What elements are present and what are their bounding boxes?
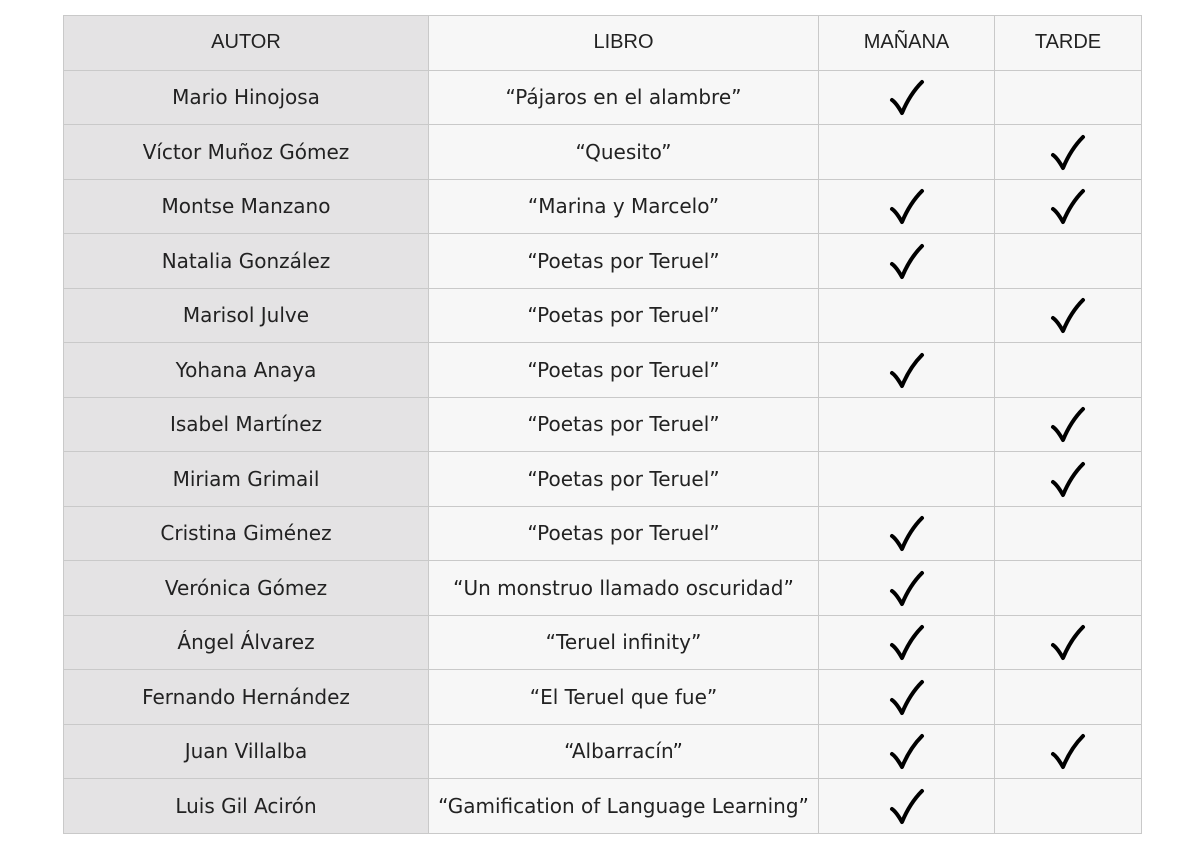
- checkmark-icon: [889, 352, 925, 392]
- header-book: LIBRO: [429, 16, 819, 71]
- author-cell: Ángel Álvarez: [64, 615, 429, 670]
- book-cell: “Poetas por Teruel”: [429, 234, 819, 289]
- author-cell: Marisol Julve: [64, 288, 429, 343]
- morning-cell: [819, 452, 995, 507]
- checkmark-icon: [1050, 624, 1086, 664]
- morning-cell: [819, 234, 995, 289]
- author-cell: Verónica Gómez: [64, 561, 429, 616]
- checkmark-icon: [889, 624, 925, 664]
- evening-cell: [995, 125, 1142, 180]
- morning-cell: [819, 615, 995, 670]
- checkmark-icon: [1050, 461, 1086, 501]
- checkmark-icon: [889, 243, 925, 283]
- book-cell: “Poetas por Teruel”: [429, 452, 819, 507]
- header-evening: TARDE: [995, 16, 1142, 71]
- book-cell: “Poetas por Teruel”: [429, 506, 819, 561]
- author-cell: Fernando Hernández: [64, 670, 429, 725]
- morning-cell: [819, 288, 995, 343]
- morning-cell: [819, 561, 995, 616]
- checkmark-icon: [1050, 188, 1086, 228]
- checkmark-icon: [889, 188, 925, 228]
- book-cell: “Poetas por Teruel”: [429, 397, 819, 452]
- book-cell: “Poetas por Teruel”: [429, 343, 819, 398]
- book-cell: “Albarracín”: [429, 724, 819, 779]
- table-row: [64, 615, 1142, 670]
- morning-cell: [819, 397, 995, 452]
- evening-cell: [995, 452, 1142, 507]
- morning-cell: [819, 179, 995, 234]
- table-row: [64, 125, 1142, 180]
- checkmark-icon: [1050, 134, 1086, 174]
- evening-cell: [995, 779, 1142, 834]
- checkmark-icon: [889, 679, 925, 719]
- table-row: [64, 397, 1142, 452]
- checkmark-icon: [889, 570, 925, 610]
- book-cell: “Marina y Marcelo”: [429, 179, 819, 234]
- header-morning: MAÑANA: [819, 16, 995, 71]
- table-row: [64, 561, 1142, 616]
- evening-cell: [995, 397, 1142, 452]
- morning-cell: [819, 70, 995, 125]
- evening-cell: [995, 724, 1142, 779]
- evening-cell: [995, 561, 1142, 616]
- book-cell: “Poetas por Teruel”: [429, 288, 819, 343]
- book-cell: “Pájaros en el alambre”: [429, 70, 819, 125]
- checkmark-icon: [1050, 733, 1086, 773]
- header-row: [64, 16, 1142, 71]
- author-cell: Miriam Grimail: [64, 452, 429, 507]
- book-cell: “Quesito”: [429, 125, 819, 180]
- evening-cell: [995, 343, 1142, 398]
- author-cell: Montse Manzano: [64, 179, 429, 234]
- checkmark-icon: [889, 733, 925, 773]
- evening-cell: [995, 670, 1142, 725]
- morning-cell: [819, 779, 995, 834]
- morning-cell: [819, 724, 995, 779]
- author-cell: Mario Hinojosa: [64, 70, 429, 125]
- author-cell: Yohana Anaya: [64, 343, 429, 398]
- table-body: [64, 70, 1142, 833]
- author-cell: Juan Villalba: [64, 724, 429, 779]
- table-row: [64, 343, 1142, 398]
- table-row: [64, 179, 1142, 234]
- checkmark-icon: [889, 79, 925, 119]
- author-cell: Víctor Muñoz Gómez: [64, 125, 429, 180]
- header-author: AUTOR: [64, 16, 429, 71]
- table-row: [64, 506, 1142, 561]
- evening-cell: [995, 288, 1142, 343]
- table-header: [64, 16, 1142, 71]
- checkmark-icon: [1050, 406, 1086, 446]
- table-row: [64, 779, 1142, 834]
- table-row: [64, 452, 1142, 507]
- checkmark-icon: [1050, 297, 1086, 337]
- schedule-table: [63, 15, 1142, 834]
- checkmark-icon: [889, 788, 925, 828]
- table-row: [64, 724, 1142, 779]
- table-row: [64, 70, 1142, 125]
- author-cell: Luis Gil Acirón: [64, 779, 429, 834]
- book-cell: “Gamification of Language Learning”: [429, 779, 819, 834]
- evening-cell: [995, 615, 1142, 670]
- book-cell: “Teruel infinity”: [429, 615, 819, 670]
- table-row: [64, 288, 1142, 343]
- book-cell: “El Teruel que fue”: [429, 670, 819, 725]
- evening-cell: [995, 234, 1142, 289]
- morning-cell: [819, 670, 995, 725]
- morning-cell: [819, 506, 995, 561]
- evening-cell: [995, 506, 1142, 561]
- book-cell: “Un monstruo llamado oscuridad”: [429, 561, 819, 616]
- table-row: [64, 670, 1142, 725]
- morning-cell: [819, 343, 995, 398]
- author-cell: Isabel Martínez: [64, 397, 429, 452]
- morning-cell: [819, 125, 995, 180]
- author-cell: Cristina Giménez: [64, 506, 429, 561]
- evening-cell: [995, 179, 1142, 234]
- checkmark-icon: [889, 515, 925, 555]
- table-row: [64, 234, 1142, 289]
- evening-cell: [995, 70, 1142, 125]
- author-cell: Natalia González: [64, 234, 429, 289]
